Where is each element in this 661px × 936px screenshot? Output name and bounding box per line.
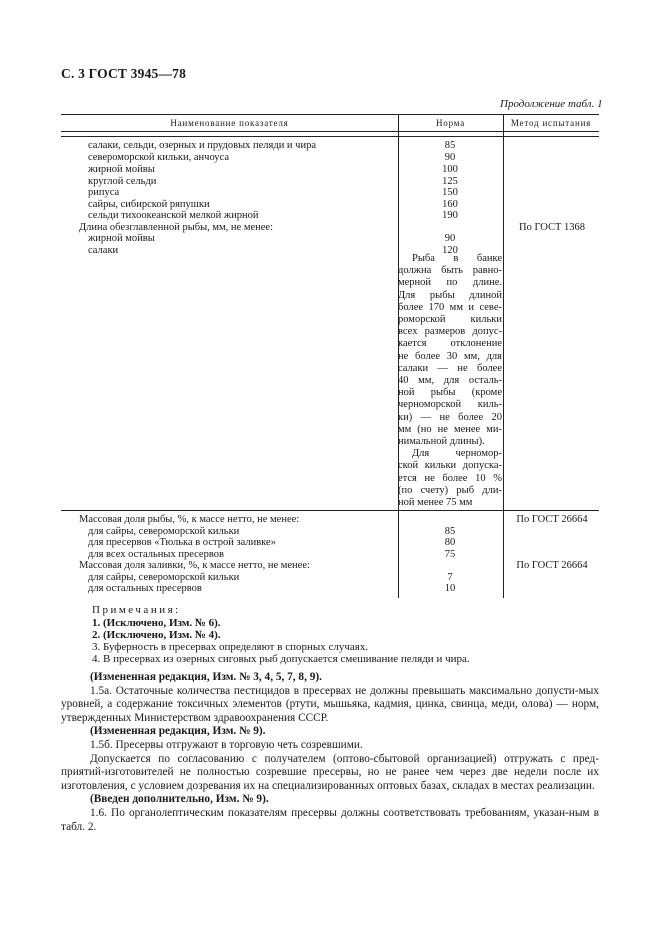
norm-note-line: мм (но не менее ми- [398,423,502,435]
table-row-label: сельди тихоокеанской мелкой жирной [88,210,259,221]
table-row-label: для всех остальных пресервов [88,549,224,560]
table-continuation-label: Продолжение табл. 1 [500,98,603,110]
body-text [61,671,599,834]
column-header-method: Метод испытания [510,118,592,128]
table-row-label: Массовая доля рыбы, %, к массе нетто, не менее: [79,514,300,525]
table-row-norm: 150 [442,187,458,198]
table-row-label: для сайры, североморской кильки [88,572,240,583]
column-header-norm: Норма [436,118,465,128]
table-row-label: для сайры, североморской кильки [88,526,240,537]
table-row-label: жирной мойвы [88,164,155,175]
table-row-norm: 85 [444,140,456,151]
table-row-method: По ГОСТ 1368 [518,222,586,233]
table-row-norm: 75 [444,549,456,560]
table-header-border [61,131,599,132]
note-item: 1. (Исключено, Изм. № 6). [92,617,221,629]
paragraph-1-5b-continued: Допускается по согласованию с получателем (оптово-сбытовой организацией) отгружать с пред-приятий-изготовителей не полностью созревшие пресервы, но не ранее чем через две недели после их изготовления, с условием дозревания их на специализированных оптовых базах, складах в местах реализации. [61,752,599,792]
paragraph-1-6: 1.6. По органолептическим показателям пресервы должны соответствовать требованиям, указан-ным в табл. 2. [61,806,599,833]
table-row-label: жирной мойвы [88,233,155,244]
table-row-label: круглой сельди [88,176,157,187]
amendment-note: (Измененная редакция, Изм. № 9). [90,725,266,738]
table-row-norm: 7 [447,572,453,583]
table-row-norm: 85 [444,526,456,537]
norm-note-line: (по счету) рыб дли- [398,484,502,496]
table-row-norm: 90 [444,152,456,163]
norm-note-line: ной менее 75 мм [398,497,473,509]
note-item: 2. (Исключено, Изм. № 4). [92,629,221,641]
norm-note-line: Для рыбы длиной [398,289,502,301]
norm-note-line: должна быть равно- [398,265,502,277]
table-row-label: сайры, сибирской ряпушки [88,199,210,210]
table-row-norm: 90 [444,233,456,244]
table-row-label: салаки, сельди, озерных и прудовых пеляди и чира [88,140,316,151]
paragraph-1-5a: 1.5а. Остаточные количества пестицидов в пресервах не должны превышать максимально допусти-мых уровней, а содержание токсичных элементов (ртути, мышьяка, кадмия, цинка, свинца, меди, олова) — норм, утвержденных Министерством здравоохранения СССР. [61,684,599,724]
table-row-norm: 190 [442,210,458,221]
table-row-norm: 80 [444,537,456,548]
norm-note-line: мерной по длине. [398,277,502,289]
norm-note [398,253,502,509]
norm-note-line: салаки — не более [398,362,502,374]
norm-note-line: роморской кильки [398,314,502,326]
norm-note-line: Для черномор- [412,448,502,460]
table-row-norm: 160 [442,199,458,210]
table-section-divider [61,510,599,511]
table-row-norm: 10 [444,583,456,594]
norm-note-line: всех размеров допус- [398,326,502,338]
norm-note-line: ется не более 10 % [398,472,502,484]
norm-note-line: ской кильки допуска- [398,460,502,472]
table-row-label: салаки [88,245,119,256]
page-header: С. 3 ГОСТ 3945—78 [61,66,187,81]
table-row-label: для остальных пресервов [88,583,202,594]
table-row-method: По ГОСТ 26664 [516,560,588,571]
table-row-norm: 100 [442,164,458,175]
norm-note-line: кается отклонение [398,338,502,350]
table-row-label: для пресервов «Тюлька в острой заливке» [88,537,276,548]
norm-note-line: не более 30 мм, для [398,350,502,362]
table-row-label: рипуса [88,187,120,198]
table-row-label: Массовая доля заливки, %, к массе нетто, не менее: [79,560,310,571]
norm-note-line: ки) — не более 20 [398,411,502,423]
note-item: 4. В пресервах из озерных сиговых рыб допускается смешивание пеляди и чира. [92,653,470,665]
norm-note-line: Рыба в банке [412,253,502,264]
table-row-norm: 125 [442,176,458,187]
norm-note-line: ной рыбы (кроме [398,387,502,399]
amendment-note: (Введен дополнительно, Изм. № 9). [90,793,269,806]
note-item: 3. Буферность в пресервах определяют в спорных случаях. [92,641,369,653]
table-top-border [61,114,599,115]
table-row-label: Длина обезглавленной рыбы, мм, не менее: [79,222,273,233]
norm-note-line: черноморской киль- [398,399,502,411]
norm-note-line: 40 мм, для осталь- [398,375,502,387]
amendment-note: (Измененная редакция, Изм. № 3, 4, 5, 7, 8, 9). [90,671,322,683]
paragraph-1-5b: 1.5б. Пресервы отгружают в торговую четь созревшими. [90,738,363,751]
norm-note-line: нимальной длины). [398,436,485,448]
notes-title: Примечания: [92,604,181,616]
table-row-norm: 120 [442,245,458,256]
table-row-method: По ГОСТ 26664 [516,514,588,525]
column-header-name: Наименование показателя [170,118,289,128]
table-row-label: североморской кильки, анчоуса [88,152,230,163]
table-header-double-border [61,136,599,137]
norm-note-line: более 170 мм и севе- [398,301,502,313]
